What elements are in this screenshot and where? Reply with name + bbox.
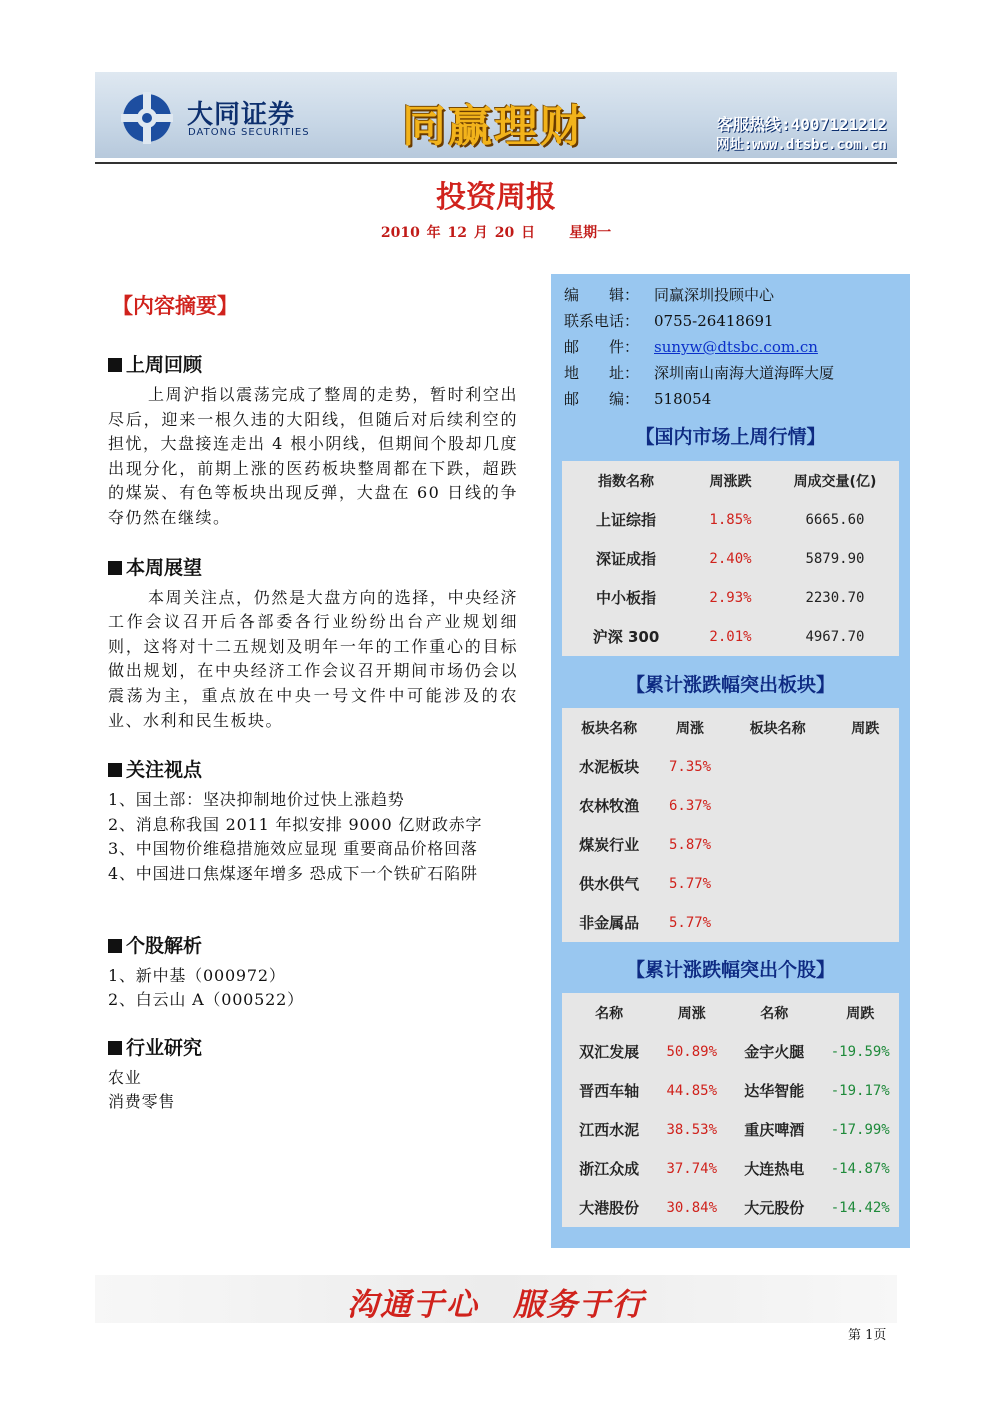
header-banner — [95, 72, 897, 158]
email-link[interactable]: sunyw@dtsbc.com.cn — [654, 338, 818, 356]
website-url[interactable]: 网址:www.dtsbc.com.cn — [715, 137, 887, 153]
page-number: 第 1页 — [848, 1328, 887, 1343]
contact-info — [564, 282, 834, 412]
report-date — [0, 222, 992, 242]
table-row: 水泥板块 7.35% — [579, 758, 712, 776]
stocks-title: 【累计涨跌幅突出个股】 — [625, 959, 835, 981]
review-text: 上周沪指以震荡完成了整周的走势，暂时利空出尽后，迎来一根久违的大阳线，但随后对后续利空的担忧，大盘接连走出 4 根小阴线，但期间个股却几度出现分化，前期上涨的医药板块整周都在下跌，超跌的煤炭、有色等板块出现反弹，大盘在 60 日线的争夺仍然在继续。 — [108, 385, 518, 527]
square-bullet-icon — [108, 561, 122, 575]
market-title: 【国内市场上周行情】 — [635, 426, 826, 448]
report-title: 投资周报 — [436, 180, 556, 215]
company-name-en: DATONG SECURITIES — [188, 127, 310, 138]
section-heading-stocks: 个股解析 — [108, 931, 518, 958]
sectors-title: 【累计涨跌幅突出板块】 — [625, 674, 835, 696]
company-name: 大同证券 — [187, 100, 296, 130]
date-text: 2010 年 12 月 20 日 — [380, 225, 536, 241]
header-divider — [95, 162, 897, 164]
table-row: 深证成指 2.40% 5879.90 — [596, 550, 865, 568]
list-item: 3、中国物价维稳措施效应显现 重要商品价格回落 — [108, 839, 478, 859]
hotline: 客服热线:4007121212 — [717, 115, 887, 134]
list-item: 4、中国进口焦煤逐年增多 恐成下一个铁矿石陷阱 — [108, 863, 478, 883]
section-heading-outlook: 本周展望 — [108, 553, 518, 580]
weekday-text: 星期一 — [569, 225, 612, 241]
table-row: 晋西车轴 44.85% 达华智能 -19.17% — [579, 1082, 890, 1100]
info-row: 地 址： 深圳南山南海大道海晖大厦 — [564, 364, 835, 382]
list-item: 1、新中基（000972） — [108, 965, 286, 985]
table-row: 浙江众成 37.74% 大连热电 -14.87% — [579, 1160, 890, 1178]
table-row: 中小板指 2.93% 2230.70 — [596, 589, 865, 607]
outlook-text: 本周关注点，仍然是大盘方向的选择，中央经济工作会议召开后各部委各行业纷纷出台产业规划细则，这将对十二五规划及明年一年的工作重心的目标做出规划，在中央经济工作会议召开期间市场仍会以震荡为主，重点放在中央一号文件中可能涉及的农业、水利和民生板块。 — [108, 587, 518, 730]
stock-list — [108, 964, 518, 1013]
info-row: 联系电话： 0755-26418691 — [564, 312, 774, 330]
focus-list — [108, 788, 518, 886]
sectors-table — [562, 708, 899, 942]
summary-title: 【内容摘要】 — [112, 294, 238, 318]
slogan: 沟通于心 服务于行 — [347, 1287, 645, 1323]
list-item: 1、国土部：坚决抑制地价过快上涨趋势 — [108, 790, 405, 810]
table-row: 非金属品 5.77% — [579, 914, 712, 932]
table-row: 农林牧渔 6.37% — [579, 797, 712, 815]
info-row: 邮 编： 518054 — [564, 390, 712, 408]
summary-column — [108, 290, 518, 1115]
table-header-row: 名称 周涨 名称 周跌 — [595, 1005, 875, 1022]
square-bullet-icon — [108, 939, 122, 953]
table-row: 沪深 300 2.01% 4967.70 — [592, 628, 865, 646]
table-row: 江西水泥 38.53% 重庆啤酒 -17.99% — [579, 1121, 890, 1139]
list-item: 2、消息称我国 2011 年拟安排 9000 亿财政赤字 — [108, 814, 483, 834]
square-bullet-icon — [108, 1041, 122, 1055]
section-heading-review: 上周回顾 — [108, 350, 518, 377]
table-row: 上证综指 1.85% 6665.60 — [596, 511, 865, 529]
market-table — [562, 461, 899, 656]
table-row: 煤炭行业 5.87% — [579, 836, 712, 854]
info-row: 邮 件： sunyw@dtsbc.com.cn — [564, 334, 834, 360]
table-header-row: 板块名称 周涨 板块名称 周跌 — [581, 720, 880, 737]
list-item: 2、白云山 A（000522） — [108, 990, 304, 1010]
table-header-row: 指数名称 周涨跌 周成交量(亿) — [598, 473, 877, 490]
section-heading-industry: 行业研究 — [108, 1033, 518, 1060]
list-item: 消费零售 — [108, 1092, 176, 1112]
info-row: 编 辑： 同赢深圳投顾中心 — [564, 286, 775, 304]
datong-logo-icon — [121, 92, 173, 144]
square-bullet-icon — [108, 763, 122, 777]
sidebar-panel — [551, 274, 910, 1248]
stocks-table — [562, 993, 899, 1227]
brand-title: 同赢理财 — [402, 101, 586, 152]
table-row: 供水供气 5.77% — [579, 875, 712, 893]
industry-list — [108, 1066, 518, 1115]
table-row: 大港股份 30.84% 大元股份 -14.42% — [579, 1199, 890, 1217]
list-item: 农业 — [108, 1067, 142, 1087]
table-row: 双汇发展 50.89% 金宇火腿 -19.59% — [579, 1043, 890, 1061]
square-bullet-icon — [108, 358, 122, 372]
section-heading-focus: 关注视点 — [108, 755, 518, 782]
